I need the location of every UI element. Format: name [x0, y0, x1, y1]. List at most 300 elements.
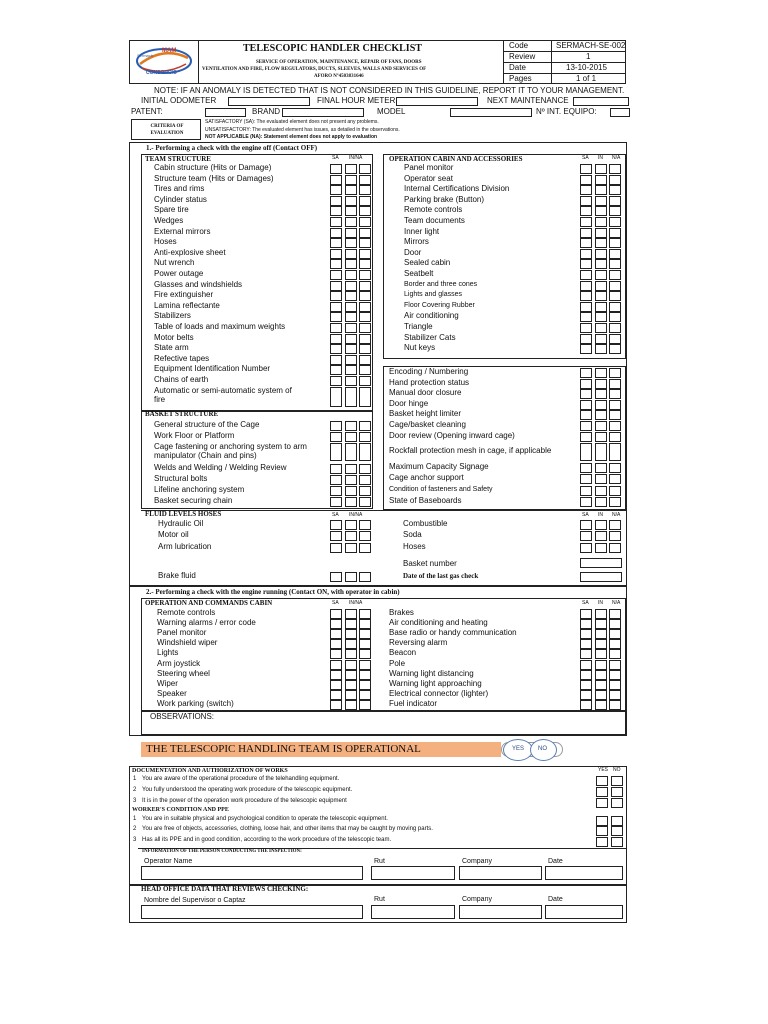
team-structure-checkbox[interactable] — [330, 376, 342, 386]
section2-right-checkbox[interactable] — [595, 629, 607, 639]
operation-cabin-checkbox[interactable] — [595, 302, 607, 312]
basket-structure-checkbox[interactable] — [345, 421, 357, 431]
section2-right-checkbox[interactable] — [595, 700, 607, 710]
fluid-right-checkbox[interactable] — [580, 520, 592, 530]
operation-cabin-checkbox[interactable] — [595, 185, 607, 195]
section2-right-checkbox[interactable] — [595, 649, 607, 659]
operation-cabin-checkbox[interactable] — [580, 175, 592, 185]
operation-cabin-checkbox[interactable] — [595, 249, 607, 259]
team-structure-checkbox[interactable] — [345, 387, 357, 407]
team-structure-checkbox[interactable] — [330, 387, 342, 407]
operation-cabin-checkbox[interactable] — [609, 259, 621, 269]
operation-cabin-checkbox[interactable] — [609, 323, 621, 333]
right-group2-checkbox[interactable] — [595, 474, 607, 484]
operation-cabin-checkbox[interactable] — [609, 291, 621, 301]
section2-right-checkbox[interactable] — [580, 639, 592, 649]
operation-cabin-checkbox[interactable] — [609, 206, 621, 216]
right-group2-checkbox[interactable] — [595, 379, 607, 389]
team-structure-checkbox[interactable] — [330, 344, 342, 354]
basket-number-input[interactable] — [580, 558, 622, 568]
section2-right-checkbox[interactable] — [580, 660, 592, 670]
team-structure-item: Anti-explosive sheet — [154, 247, 226, 257]
section2-left-checkbox[interactable] — [345, 670, 357, 680]
right-group2-checkbox[interactable] — [609, 410, 621, 420]
operation-cabin-checkbox[interactable] — [580, 228, 592, 238]
fluid-left-checkbox[interactable] — [359, 543, 371, 553]
team-structure-checkbox[interactable] — [330, 175, 342, 185]
section2-right-checkbox[interactable] — [609, 649, 621, 659]
team-structure-checkbox[interactable] — [330, 228, 342, 238]
operation-cabin-checkbox[interactable] — [595, 217, 607, 227]
section2-left-checkbox[interactable] — [330, 609, 342, 619]
fluid-left-checkbox[interactable] — [330, 520, 342, 530]
right-group2-checkbox[interactable] — [580, 421, 592, 431]
team-structure-checkbox[interactable] — [359, 365, 371, 375]
operation-cabin-checkbox[interactable] — [580, 217, 592, 227]
fluid-left-checkbox[interactable] — [359, 531, 371, 541]
basket-structure-checkbox[interactable] — [359, 486, 371, 496]
section2-right-checkbox[interactable] — [595, 670, 607, 680]
operation-cabin-checkbox[interactable] — [580, 185, 592, 195]
section2-left-checkbox[interactable] — [345, 609, 357, 619]
right-group2-checkbox[interactable] — [595, 486, 607, 496]
right-group2-checkbox[interactable] — [595, 400, 607, 410]
team-structure-checkbox[interactable] — [330, 302, 342, 312]
worker-checkbox[interactable] — [596, 826, 608, 836]
worker-checkbox[interactable] — [596, 816, 608, 826]
team-structure-checkbox[interactable] — [330, 217, 342, 227]
section2-left-checkbox[interactable] — [359, 649, 371, 659]
basket-structure-checkbox[interactable] — [345, 475, 357, 485]
team-structure-checkbox[interactable] — [330, 312, 342, 322]
basket-structure-checkbox[interactable] — [359, 421, 371, 431]
basket-structure-checkbox[interactable] — [330, 432, 342, 442]
team-structure-checkbox[interactable] — [359, 196, 371, 206]
operation-cabin-checkbox[interactable] — [580, 291, 592, 301]
team-structure-checkbox[interactable] — [345, 196, 357, 206]
team-structure-checkbox[interactable] — [330, 291, 342, 301]
section2-right-item: Beacon — [389, 648, 417, 658]
team-structure-item: fire — [154, 394, 166, 404]
operation-cabin-checkbox[interactable] — [609, 196, 621, 206]
basket-structure-checkbox[interactable] — [345, 443, 357, 461]
basket-structure-checkbox[interactable] — [359, 497, 371, 507]
operation-cabin-checkbox[interactable] — [595, 334, 607, 344]
operation-cabin-checkbox[interactable] — [595, 228, 607, 238]
documentation-checkbox[interactable] — [611, 787, 623, 797]
right-group2-checkbox[interactable] — [580, 379, 592, 389]
right-group2-checkbox[interactable] — [595, 421, 607, 431]
right-group2-checkbox[interactable] — [595, 443, 607, 461]
operator-company-input[interactable] — [459, 866, 542, 880]
fluid-right-checkbox[interactable] — [595, 520, 607, 530]
section2-right-checkbox[interactable] — [580, 700, 592, 710]
team-structure-checkbox[interactable] — [359, 185, 371, 195]
operation-cabin-checkbox[interactable] — [580, 249, 592, 259]
right-group2-checkbox[interactable] — [609, 486, 621, 496]
operation-cabin-checkbox[interactable] — [595, 196, 607, 206]
basket-structure-checkbox[interactable] — [359, 464, 371, 474]
fluid-left-checkbox[interactable] — [345, 572, 357, 582]
right-group2-checkbox[interactable] — [580, 463, 592, 473]
section2-right-checkbox[interactable] — [580, 680, 592, 690]
team-structure-checkbox[interactable] — [345, 312, 357, 322]
right-group2-checkbox[interactable] — [580, 410, 592, 420]
section2-left-checkbox[interactable] — [359, 639, 371, 649]
section2-left-checkbox[interactable] — [359, 680, 371, 690]
team-structure-checkbox[interactable] — [330, 355, 342, 365]
operation-cabin-checkbox[interactable] — [595, 344, 607, 354]
right-group2-checkbox[interactable] — [595, 432, 607, 442]
right-group2-checkbox[interactable] — [609, 421, 621, 431]
team-structure-checkbox[interactable] — [345, 238, 357, 248]
fluid-left-checkbox[interactable] — [330, 572, 342, 582]
team-structure-checkbox[interactable] — [345, 323, 357, 333]
right-group2-checkbox[interactable] — [595, 410, 607, 420]
s2-right-col-na: N/A — [612, 600, 621, 606]
team-structure-checkbox[interactable] — [330, 249, 342, 259]
team-structure-checkbox[interactable] — [330, 270, 342, 280]
team-structure-checkbox[interactable] — [359, 323, 371, 333]
basket-structure-checkbox[interactable] — [330, 464, 342, 474]
supervisor-rut-input[interactable] — [371, 905, 455, 919]
operation-cabin-checkbox[interactable] — [580, 281, 592, 291]
team-structure-checkbox[interactable] — [330, 323, 342, 333]
right-group2-checkbox[interactable] — [609, 389, 621, 399]
operation-cabin-item: Internal Certifications Division — [404, 184, 510, 194]
operation-cabin-checkbox[interactable] — [609, 185, 621, 195]
basket-structure-item: Lifeline anchoring system — [154, 485, 245, 494]
section2-left-checkbox[interactable] — [359, 629, 371, 639]
right-group2-checkbox[interactable] — [609, 443, 621, 461]
team-structure-checkbox[interactable] — [330, 238, 342, 248]
section2-right-checkbox[interactable] — [595, 639, 607, 649]
operation-cabin-checkbox[interactable] — [580, 323, 592, 333]
fluid-right-checkbox[interactable] — [595, 543, 607, 553]
worker-checkbox[interactable] — [611, 816, 623, 826]
supervisor-date-input[interactable] — [545, 905, 623, 919]
operation-cabin-checkbox[interactable] — [580, 302, 592, 312]
operator-rut-input[interactable] — [371, 866, 455, 880]
section2-left-checkbox[interactable] — [330, 670, 342, 680]
operation-cabin-checkbox[interactable] — [609, 249, 621, 259]
section2-right-checkbox[interactable] — [609, 639, 621, 649]
operation-cabin-checkbox[interactable] — [609, 281, 621, 291]
operation-cabin-checkbox[interactable] — [580, 334, 592, 344]
operation-cabin-checkbox[interactable] — [595, 238, 607, 248]
right-group2-checkbox[interactable] — [595, 368, 607, 378]
section2-right-checkbox[interactable] — [580, 619, 592, 629]
right-group2-checkbox[interactable] — [609, 379, 621, 389]
team-structure-checkbox[interactable] — [345, 365, 357, 375]
operation-cabin-checkbox[interactable] — [595, 259, 607, 269]
section2-left-checkbox[interactable] — [359, 700, 371, 710]
fluid-right-checkbox[interactable] — [580, 543, 592, 553]
team-structure-checkbox[interactable] — [330, 334, 342, 344]
operation-cabin-checkbox[interactable] — [609, 175, 621, 185]
operation-cabin-checkbox[interactable] — [609, 334, 621, 344]
team-structure-checkbox[interactable] — [359, 291, 371, 301]
team-structure-checkbox[interactable] — [345, 334, 357, 344]
section2-right-checkbox[interactable] — [609, 609, 621, 619]
section2-left-checkbox[interactable] — [345, 619, 357, 629]
basket-structure-checkbox[interactable] — [345, 432, 357, 442]
team-structure-checkbox[interactable] — [359, 249, 371, 259]
team-structure-checkbox[interactable] — [345, 302, 357, 312]
int-equipo-input[interactable] — [610, 108, 630, 117]
right-group2-checkbox[interactable] — [595, 389, 607, 399]
team-structure-checkbox[interactable] — [359, 270, 371, 280]
basket-structure-checkbox[interactable] — [330, 475, 342, 485]
section2-right-checkbox[interactable] — [609, 670, 621, 680]
supervisor-company-input[interactable] — [459, 905, 542, 919]
operation-cabin-checkbox[interactable] — [595, 175, 607, 185]
team-structure-checkbox[interactable] — [345, 291, 357, 301]
operation-cabin-checkbox[interactable] — [609, 270, 621, 280]
operation-cabin-checkbox[interactable] — [580, 164, 592, 174]
fluid-right-checkbox[interactable] — [580, 531, 592, 541]
right-group2-checkbox[interactable] — [580, 400, 592, 410]
section2-left-checkbox[interactable] — [330, 660, 342, 670]
fluid-right-checkbox[interactable] — [609, 520, 621, 530]
team-structure-checkbox[interactable] — [359, 334, 371, 344]
team-structure-checkbox[interactable] — [359, 259, 371, 269]
section2-right-checkbox[interactable] — [609, 700, 621, 710]
final-hour-meter-input[interactable] — [396, 97, 478, 106]
team-structure-checkbox[interactable] — [359, 312, 371, 322]
right-group2-checkbox[interactable] — [580, 389, 592, 399]
section2-left-item: Work parking (switch) — [157, 698, 234, 708]
section2-left-checkbox[interactable] — [330, 649, 342, 659]
team-structure-checkbox[interactable] — [345, 185, 357, 195]
team-structure-checkbox[interactable] — [345, 376, 357, 386]
operation-cabin-checkbox[interactable] — [595, 206, 607, 216]
model-input[interactable] — [450, 108, 532, 117]
section2-left-checkbox[interactable] — [345, 649, 357, 659]
basket-structure-checkbox[interactable] — [345, 464, 357, 474]
right-group2-checkbox[interactable] — [595, 497, 607, 507]
team-structure-checkbox[interactable] — [359, 164, 371, 174]
right-group2-checkbox[interactable] — [580, 497, 592, 507]
section2-right-checkbox[interactable] — [595, 619, 607, 629]
team-structure-checkbox[interactable] — [359, 302, 371, 312]
section2-right-checkbox[interactable] — [580, 649, 592, 659]
section2-right-checkbox[interactable] — [580, 629, 592, 639]
fluid-left-checkbox[interactable] — [330, 531, 342, 541]
team-structure-checkbox[interactable] — [345, 249, 357, 259]
team-structure-checkbox[interactable] — [345, 164, 357, 174]
team-structure-checkbox[interactable] — [330, 196, 342, 206]
section2-left-checkbox[interactable] — [345, 690, 357, 700]
section2-right-checkbox[interactable] — [609, 619, 621, 629]
documentation-checkbox[interactable] — [596, 776, 608, 786]
team-structure-checkbox[interactable] — [345, 217, 357, 227]
operation-cabin-checkbox[interactable] — [595, 281, 607, 291]
basket-structure-checkbox[interactable] — [330, 421, 342, 431]
documentation-item-text: It is in the power of the operation work procedure of the telescopic equipment — [142, 798, 347, 804]
team-structure-checkbox[interactable] — [359, 217, 371, 227]
last-gas-check-input[interactable] — [580, 572, 622, 582]
team-structure-checkbox[interactable] — [359, 344, 371, 354]
section2-right-checkbox[interactable] — [609, 660, 621, 670]
section2-left-checkbox[interactable] — [330, 690, 342, 700]
brand-input[interactable] — [282, 108, 364, 117]
supervisor-name-input[interactable] — [141, 905, 363, 919]
section2-left-checkbox[interactable] — [345, 680, 357, 690]
documentation-checkbox[interactable] — [611, 776, 623, 786]
section2-left-item: Steering wheel — [157, 668, 210, 678]
operation-cabin-checkbox[interactable] — [580, 238, 592, 248]
team-structure-checkbox[interactable] — [330, 206, 342, 216]
team-structure-item: Refective tapes — [154, 353, 210, 363]
operation-cabin-checkbox[interactable] — [609, 238, 621, 248]
section2-right-checkbox[interactable] — [580, 670, 592, 680]
operation-cabin-checkbox[interactable] — [580, 312, 592, 322]
right-group2-checkbox[interactable] — [609, 368, 621, 378]
section2-left-checkbox[interactable] — [345, 700, 357, 710]
section2-left-checkbox[interactable] — [330, 629, 342, 639]
operation-cabin-checkbox[interactable] — [609, 164, 621, 174]
operation-cabin-checkbox[interactable] — [580, 344, 592, 354]
meta-review-value: 1 — [586, 52, 591, 61]
fluid-left-checkbox[interactable] — [359, 572, 371, 582]
section2-right-checkbox[interactable] — [595, 690, 607, 700]
section2-right-checkbox[interactable] — [609, 680, 621, 690]
section2-right-checkbox[interactable] — [595, 680, 607, 690]
fluid-left-checkbox[interactable] — [345, 531, 357, 541]
right-group2-checkbox[interactable] — [609, 432, 621, 442]
right-group2-checkbox[interactable] — [609, 474, 621, 484]
operation-cabin-checkbox[interactable] — [609, 344, 621, 354]
fluid-left-checkbox[interactable] — [359, 520, 371, 530]
basket-structure-checkbox[interactable] — [345, 497, 357, 507]
patent-input[interactable] — [205, 108, 246, 117]
right-group2-checkbox[interactable] — [595, 463, 607, 473]
section2-left-checkbox[interactable] — [345, 629, 357, 639]
operation-cabin-checkbox[interactable] — [609, 228, 621, 238]
team-structure-checkbox[interactable] — [345, 270, 357, 280]
team-structure-checkbox[interactable] — [359, 228, 371, 238]
team-structure-checkbox[interactable] — [359, 175, 371, 185]
worker-checkbox[interactable] — [611, 837, 623, 847]
basket-structure-checkbox[interactable] — [345, 486, 357, 496]
right-group2-checkbox[interactable] — [580, 443, 592, 461]
team-structure-checkbox[interactable] — [359, 238, 371, 248]
team-structure-checkbox[interactable] — [330, 281, 342, 291]
basket-structure-checkbox[interactable] — [330, 443, 342, 461]
section2-right-checkbox[interactable] — [580, 609, 592, 619]
fluid-right-checkbox[interactable] — [609, 531, 621, 541]
right-group2-checkbox[interactable] — [580, 432, 592, 442]
section2-left-checkbox[interactable] — [330, 680, 342, 690]
operation-cabin-checkbox[interactable] — [595, 164, 607, 174]
team-structure-checkbox[interactable] — [359, 281, 371, 291]
section2-left-checkbox[interactable] — [330, 700, 342, 710]
team-structure-checkbox[interactable] — [345, 281, 357, 291]
operation-cabin-checkbox[interactable] — [609, 302, 621, 312]
next-maintenance-input[interactable] — [573, 97, 629, 106]
documentation-checkbox[interactable] — [596, 787, 608, 797]
team-structure-checkbox[interactable] — [345, 206, 357, 216]
fluid-left-checkbox[interactable] — [345, 520, 357, 530]
fluid-left-checkbox[interactable] — [330, 543, 342, 553]
basket-structure-checkbox[interactable] — [359, 475, 371, 485]
section2-left-checkbox[interactable] — [345, 639, 357, 649]
section2-left-checkbox[interactable] — [330, 639, 342, 649]
team-structure-checkbox[interactable] — [330, 365, 342, 375]
section2-left-checkbox[interactable] — [359, 609, 371, 619]
documentation-checkbox[interactable] — [596, 798, 608, 808]
operation-cabin-checkbox[interactable] — [580, 270, 592, 280]
section2-left-checkbox[interactable] — [359, 670, 371, 680]
basket-structure-checkbox[interactable] — [330, 497, 342, 507]
right-group2-checkbox[interactable] — [609, 497, 621, 507]
operation-cabin-checkbox[interactable] — [580, 196, 592, 206]
operation-cabin-checkbox[interactable] — [580, 259, 592, 269]
section2-right-checkbox[interactable] — [595, 609, 607, 619]
right-group2-checkbox[interactable] — [580, 486, 592, 496]
section2-left-checkbox[interactable] — [359, 690, 371, 700]
fluid-left-checkbox[interactable] — [345, 543, 357, 553]
initial-odometer-input[interactable] — [228, 97, 310, 106]
fluid-right-checkbox[interactable] — [595, 531, 607, 541]
team-structure-checkbox[interactable] — [345, 259, 357, 269]
section2-left-checkbox[interactable] — [359, 660, 371, 670]
team-structure-checkbox[interactable] — [359, 376, 371, 386]
team-structure-checkbox[interactable] — [345, 344, 357, 354]
right-group2-checkbox[interactable] — [580, 474, 592, 484]
fluid-right-checkbox[interactable] — [609, 543, 621, 553]
section2-left-checkbox[interactable] — [359, 619, 371, 629]
team-structure-checkbox[interactable] — [345, 228, 357, 238]
operation-cabin-checkbox[interactable] — [595, 312, 607, 322]
team-structure-checkbox[interactable] — [345, 355, 357, 365]
section2-right-checkbox[interactable] — [595, 660, 607, 670]
section2-left-checkbox[interactable] — [330, 619, 342, 629]
basket-structure-checkbox[interactable] — [330, 486, 342, 496]
right-group2-checkbox[interactable] — [609, 400, 621, 410]
basket-structure-checkbox[interactable] — [359, 443, 371, 461]
operation-cabin-checkbox[interactable] — [595, 291, 607, 301]
operation-cabin-checkbox[interactable] — [595, 323, 607, 333]
operator-date-input[interactable] — [545, 866, 623, 880]
right-group2-item: Rockfall protection mesh in cage, if applicable — [389, 446, 552, 455]
section2-left-checkbox[interactable] — [345, 660, 357, 670]
operator-name-input[interactable] — [141, 866, 363, 880]
team-structure-checkbox[interactable] — [330, 164, 342, 174]
documentation-checkbox[interactable] — [611, 798, 623, 808]
operation-cabin-checkbox[interactable] — [580, 206, 592, 216]
section2-right-checkbox[interactable] — [609, 629, 621, 639]
worker-checkbox[interactable] — [596, 837, 608, 847]
operation-cabin-checkbox[interactable] — [595, 270, 607, 280]
right-group2-checkbox[interactable] — [609, 463, 621, 473]
right-group2-checkbox[interactable] — [580, 368, 592, 378]
basket-structure-checkbox[interactable] — [359, 432, 371, 442]
team-structure-checkbox[interactable] — [330, 185, 342, 195]
team-structure-checkbox[interactable] — [345, 175, 357, 185]
operation-cabin-checkbox[interactable] — [609, 217, 621, 227]
team-structure-checkbox[interactable] — [359, 355, 371, 365]
team-structure-checkbox[interactable] — [330, 259, 342, 269]
fluid-levels-title: FLUID LEVELS HOSES — [145, 510, 222, 518]
team-structure-checkbox[interactable] — [359, 387, 371, 407]
section2-right-checkbox[interactable] — [609, 690, 621, 700]
worker-checkbox[interactable] — [611, 826, 623, 836]
operation-cabin-checkbox[interactable] — [609, 312, 621, 322]
team-structure-checkbox[interactable] — [359, 206, 371, 216]
section2-right-checkbox[interactable] — [580, 690, 592, 700]
